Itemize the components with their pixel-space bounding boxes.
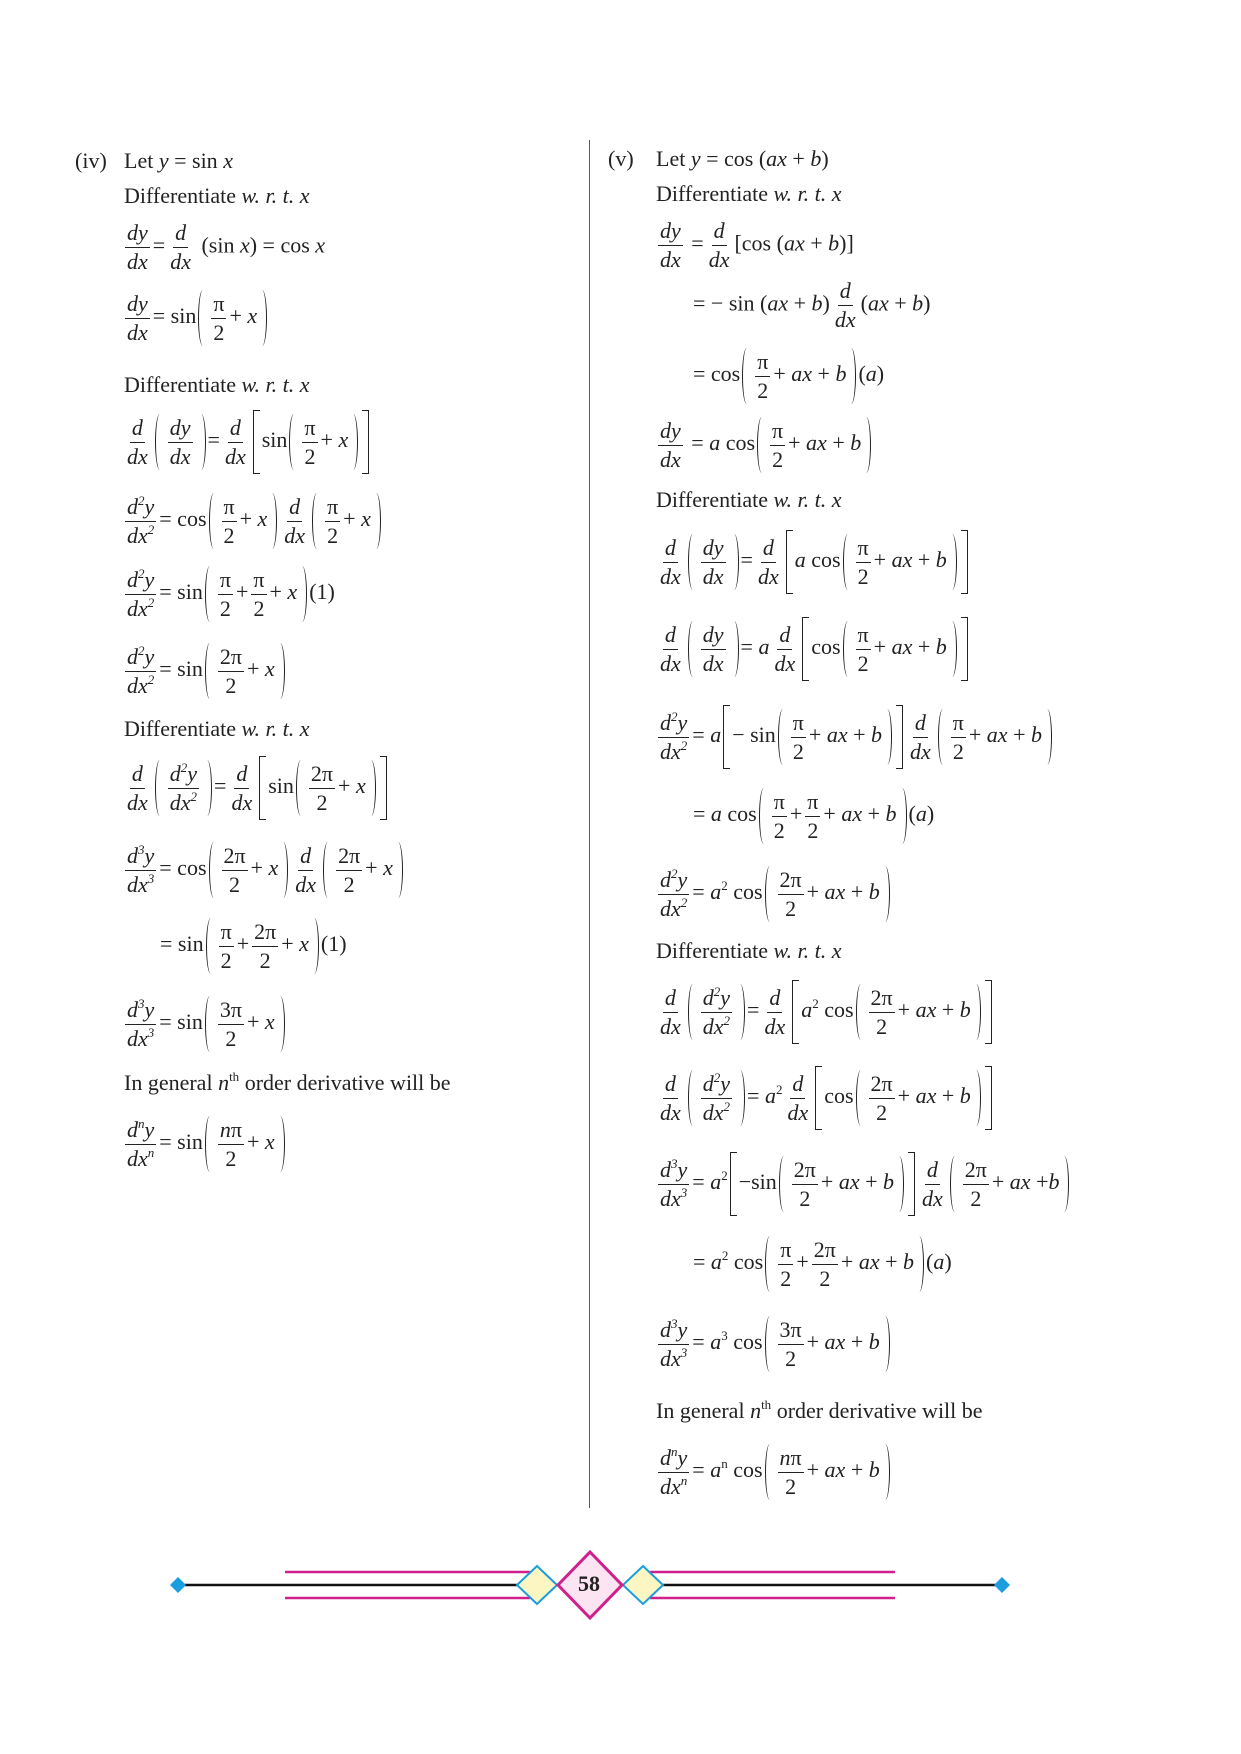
- right-let: Let y = cos (ax + b): [656, 146, 829, 171]
- left-eq2: $\frac{dy}{dx}$ = sin $\frac{\pi}{2}$ + x: [122, 290, 269, 346]
- column-divider: [589, 140, 590, 1508]
- left-eq6: $\frac{d^2y}{dx^2}$ = sin $\frac{2\pi}{2}$ + x: [122, 643, 287, 699]
- left-eq8: $\frac{d^3y}{dx^3}$ = cos $\frac{2\pi}{2}$ + x $\frac{d}{dx}$ $\frac{2\pi}{2}$ + x: [122, 842, 405, 898]
- right-eq7: $\frac{d^2y}{dx^2}$ = a − sin $\frac{\pi}{2}$ + ax + b $\frac{d}{dx}$ $\frac{\pi}{2}$ + ax + b: [655, 705, 1054, 769]
- right-eq1: $\frac{dy}{dx}$ = $\frac{d}{dx}$ [cos (ax + b)]: [660, 218, 854, 272]
- right-eq13: = $a^2$ cos $\frac{\pi}{2}$ + $\frac{2\pi}{2}$ + ax + b (a): [693, 1236, 952, 1291]
- right-eq4: $\frac{dy}{dx}$ = a cos $\frac{\pi}{2}$ + ax + b: [655, 417, 873, 473]
- right-eq15: $\frac{d^ny}{dx^n}$ = $a^n$ cos $\frac{n\pi}{2}$ + ax + b: [655, 1444, 892, 1500]
- left-item-label: (iv): [75, 148, 107, 173]
- right-diff-2: Differentiate w. r. t. x: [656, 487, 842, 512]
- footer-diamond-left: [170, 1577, 186, 1593]
- left-let: Let y = sin x: [124, 148, 233, 173]
- left-eq3: $\frac{d}{dx}$ $\frac{dy}{dx}$ = $\frac{d}{dx}$ sin $\frac{\pi}{2}$ + x: [122, 410, 371, 474]
- left-eq11: $\frac{d^ny}{dx^n}$ = sin $\frac{n\pi}{2}$ + x: [122, 1116, 287, 1172]
- right-eq14: $\frac{d^3y}{dx^3}$ = $a^3$ cos $\frac{3\pi}{2}$ + ax + b: [655, 1316, 892, 1372]
- right-eq8: = a cos $\frac{\pi}{2}$ + $\frac{\pi}{2}$ + ax + b (a): [693, 788, 935, 843]
- left-eq5: $\frac{d^2y}{dx^2}$ = sin $\frac{\pi}{2}$ + $\frac{\pi}{2}$ + x (1): [127, 565, 335, 621]
- left-eq4: $\frac{d^2y}{dx^2}$ = cos $\frac{\pi}{2}$ + x $\frac{d}{dx}$ $\frac{\pi}{2}$ + x: [122, 493, 383, 549]
- left-eq9: = sin $\frac{\pi}{2}$ + $\frac{2\pi}{2}$ + x (1): [160, 918, 347, 973]
- left-eq10: $\frac{d^3y}{dx^3}$ = sin $\frac{3\pi}{2}$ + x: [122, 996, 287, 1052]
- right-eq11: $\frac{d}{dx}$ $\frac{d^2y}{dx^2}$ = $a^2$ $\frac{d}{dx}$ cos $\frac{2\pi}{2}$ + ax + b: [655, 1066, 994, 1130]
- left-diff-3: Differentiate w. r. t. x: [124, 716, 310, 741]
- left-diff-2: Differentiate w. r. t. x: [124, 372, 310, 397]
- right-diff-3: Differentiate w. r. t. x: [656, 938, 842, 963]
- right-eq5: $\frac{d}{dx}$ $\frac{dy}{dx}$ = $\frac{d}{dx}$ a cos $\frac{\pi}{2}$ + ax + b: [655, 530, 970, 594]
- left-eq1: $\frac{dy}{dx}$ = $\frac{d}{dx}$ (sin x) = cos x: [127, 220, 326, 274]
- left-diff-1: Differentiate w. r. t. x: [124, 183, 310, 208]
- footer-diamond-right: [994, 1577, 1010, 1593]
- right-eq12: $\frac{d^3y}{dx^3}$ = $a^2 -\sin$ $\frac{2\pi}{2}$ + ax + b $\frac{d}{dx}$ $\frac{2\pi}{2}$ + ax +b: [655, 1152, 1071, 1216]
- right-general: In general $n^{th}$ order derivative will be: [656, 1397, 983, 1423]
- right-eq6: $\frac{d}{dx}$ $\frac{dy}{dx}$ = a $\frac{d}{dx}$ cos $\frac{\pi}{2}$ + ax + b: [655, 617, 970, 681]
- right-eq9: $\frac{d^2y}{dx^2}$ = $a^2$ cos $\frac{2\pi}{2}$ + ax + b: [655, 866, 892, 922]
- right-item-label: (v): [608, 146, 634, 171]
- left-eq7: $\frac{d}{dx}$ $\frac{d^2y}{dx^2}$ = $\frac{d}{dx}$ sin $\frac{2\pi}{2}$ + x: [122, 756, 389, 820]
- right-eq3: = cos $\frac{\pi}{2}$ + ax + b (a): [693, 348, 885, 403]
- right-eq2: = − sin (ax + b) $\frac{d}{dx}$ (ax + b): [693, 278, 931, 332]
- left-general: In general $n^{th}$ order derivative will be: [124, 1069, 451, 1095]
- page-number: 58: [578, 1571, 600, 1596]
- right-diff-1: Differentiate w. r. t. x: [656, 181, 842, 206]
- right-eq10: $\frac{d}{dx}$ $\frac{d^2y}{dx^2}$ = $\frac{d}{dx}$ $a^2$ cos $\frac{2\pi}{2}$ + ax + b: [655, 980, 994, 1044]
